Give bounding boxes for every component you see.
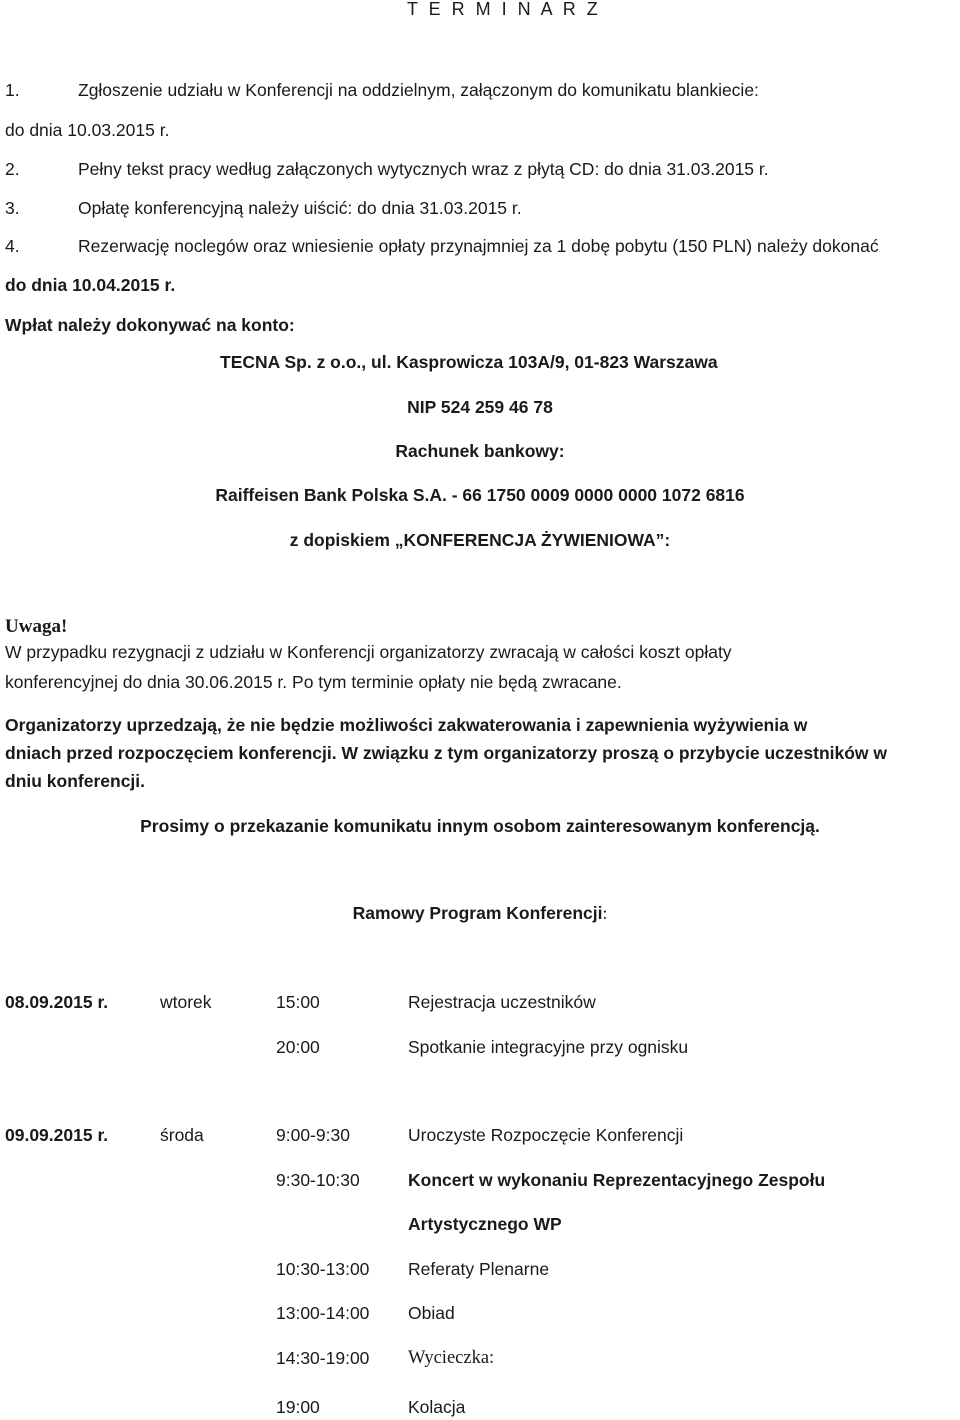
company-nip: NIP 524 259 46 78 (407, 397, 553, 417)
term-text: Zgłoszenie udziału w Konferencji na oddzielnym, załączonym do komunikatu blankiecie: (78, 80, 759, 100)
schedule-event-continuation: Artystycznego WP (408, 1214, 562, 1234)
term-item-2 (5, 157, 769, 181)
schedule-event: Spotkanie integracyjne przy ognisku (408, 1037, 689, 1057)
term-item-4-continuation: do dnia 10.04.2015 r. (5, 275, 176, 295)
program-title-text: Ramowy Program Konferencji (352, 903, 603, 923)
schedule-time: 9:00-9:30 (276, 1125, 350, 1145)
term-text: Rezerwację noclegów oraz wniesienie opłaty przynajmniej za 1 dobę pobytu (150 PLN) należy dokonać (78, 236, 879, 256)
schedule-time: 10:30-13:00 (276, 1259, 370, 1279)
schedule-time: 14:30-19:00 (276, 1348, 370, 1368)
transfer-note-prefix: z dopiskiem (289, 530, 395, 550)
organizers-notice-line-3: dniu konferencji. (5, 771, 146, 791)
company-address: TECNA Sp. z o.o., ul. Kasprowicza 103A/9, 01-823 Warszawa (220, 352, 718, 372)
schedule-time: 19:00 (276, 1397, 320, 1417)
schedule-event: Rejestracja uczestników (408, 992, 596, 1012)
schedule-time: 13:00-14:00 (276, 1303, 370, 1323)
schedule-event: Uroczyste Rozpoczęcie Konferencji (408, 1125, 684, 1145)
request-note: Prosimy o przekazanie komunikatu innym osobom zainteresowanym konferencją. (140, 816, 820, 836)
schedule-event: Kolacja (408, 1397, 466, 1417)
schedule-time: 15:00 (276, 992, 320, 1012)
day-1-date: 08.09.2015 r. (5, 992, 109, 1012)
transfer-note-suffix: : (664, 530, 671, 550)
transfer-note (0, 528, 960, 552)
bank-account-number: Raiffeisen Bank Polska S.A. - 66 1750 0009 0000 0000 1072 6816 (215, 485, 745, 505)
term-number: 1. (5, 80, 20, 100)
bank-account-label: Rachunek bankowy: (395, 441, 565, 461)
schedule-time: 20:00 (276, 1037, 320, 1057)
transfer-note-code: „KONFERENCJA ŻYWIENIOWA” (394, 530, 665, 550)
term-number: 3. (5, 198, 20, 218)
day-2-weekday: środa (160, 1125, 204, 1145)
schedule-event: Referaty Plenarne (408, 1259, 550, 1279)
term-number: 2. (5, 159, 20, 179)
organizers-notice-line-2: dniach przed rozpoczęciem konferencji. W związku z tym organizatorzy proszą o przybycie uczestników w (5, 743, 888, 763)
term-text: Pełny tekst pracy według załączonych wytycznych wraz z płytą CD: do dnia 31.03.2015 r. (78, 159, 769, 179)
schedule-event: Obiad (408, 1303, 455, 1323)
program-title-colon: : (602, 903, 608, 923)
page-title: T E R M I N A R Z (407, 0, 601, 19)
term-item-1-continuation: do dnia 10.03.2015 r. (5, 120, 170, 140)
term-item-4 (5, 234, 879, 258)
schedule-time: 9:30-10:30 (276, 1170, 360, 1190)
schedule-event: Wycieczka: (408, 1348, 495, 1368)
warning-text-line-2: konferencyjnej do dnia 30.06.2015 r. Po tym terminie opłaty nie będą zwracane. (5, 672, 622, 692)
program-title (0, 901, 960, 925)
term-text: Opłatę konferencyjną należy uiścić: do dnia 31.03.2015 r. (78, 198, 522, 218)
organizers-notice-line-1: Organizatorzy uprzedzają, że nie będzie możliwości zakwaterowania i zapewnienia wyżywienia w (5, 715, 808, 735)
warning-text-line-1: W przypadku rezygnacji z udziału w Konferencji organizatorzy zwracają w całości koszt opłaty (5, 642, 732, 662)
warning-label: Uwaga! (5, 616, 68, 637)
day-2-date: 09.09.2015 r. (5, 1125, 109, 1145)
schedule-event: Koncert w wykonaniu Reprezentacyjnego Zespołu (408, 1170, 826, 1190)
day-1-weekday: wtorek (160, 992, 212, 1012)
term-item-1 (5, 78, 759, 102)
payment-heading: Wpłat należy dokonywać na konto: (5, 315, 295, 335)
term-item-3 (5, 196, 522, 220)
term-number: 4. (5, 236, 20, 256)
